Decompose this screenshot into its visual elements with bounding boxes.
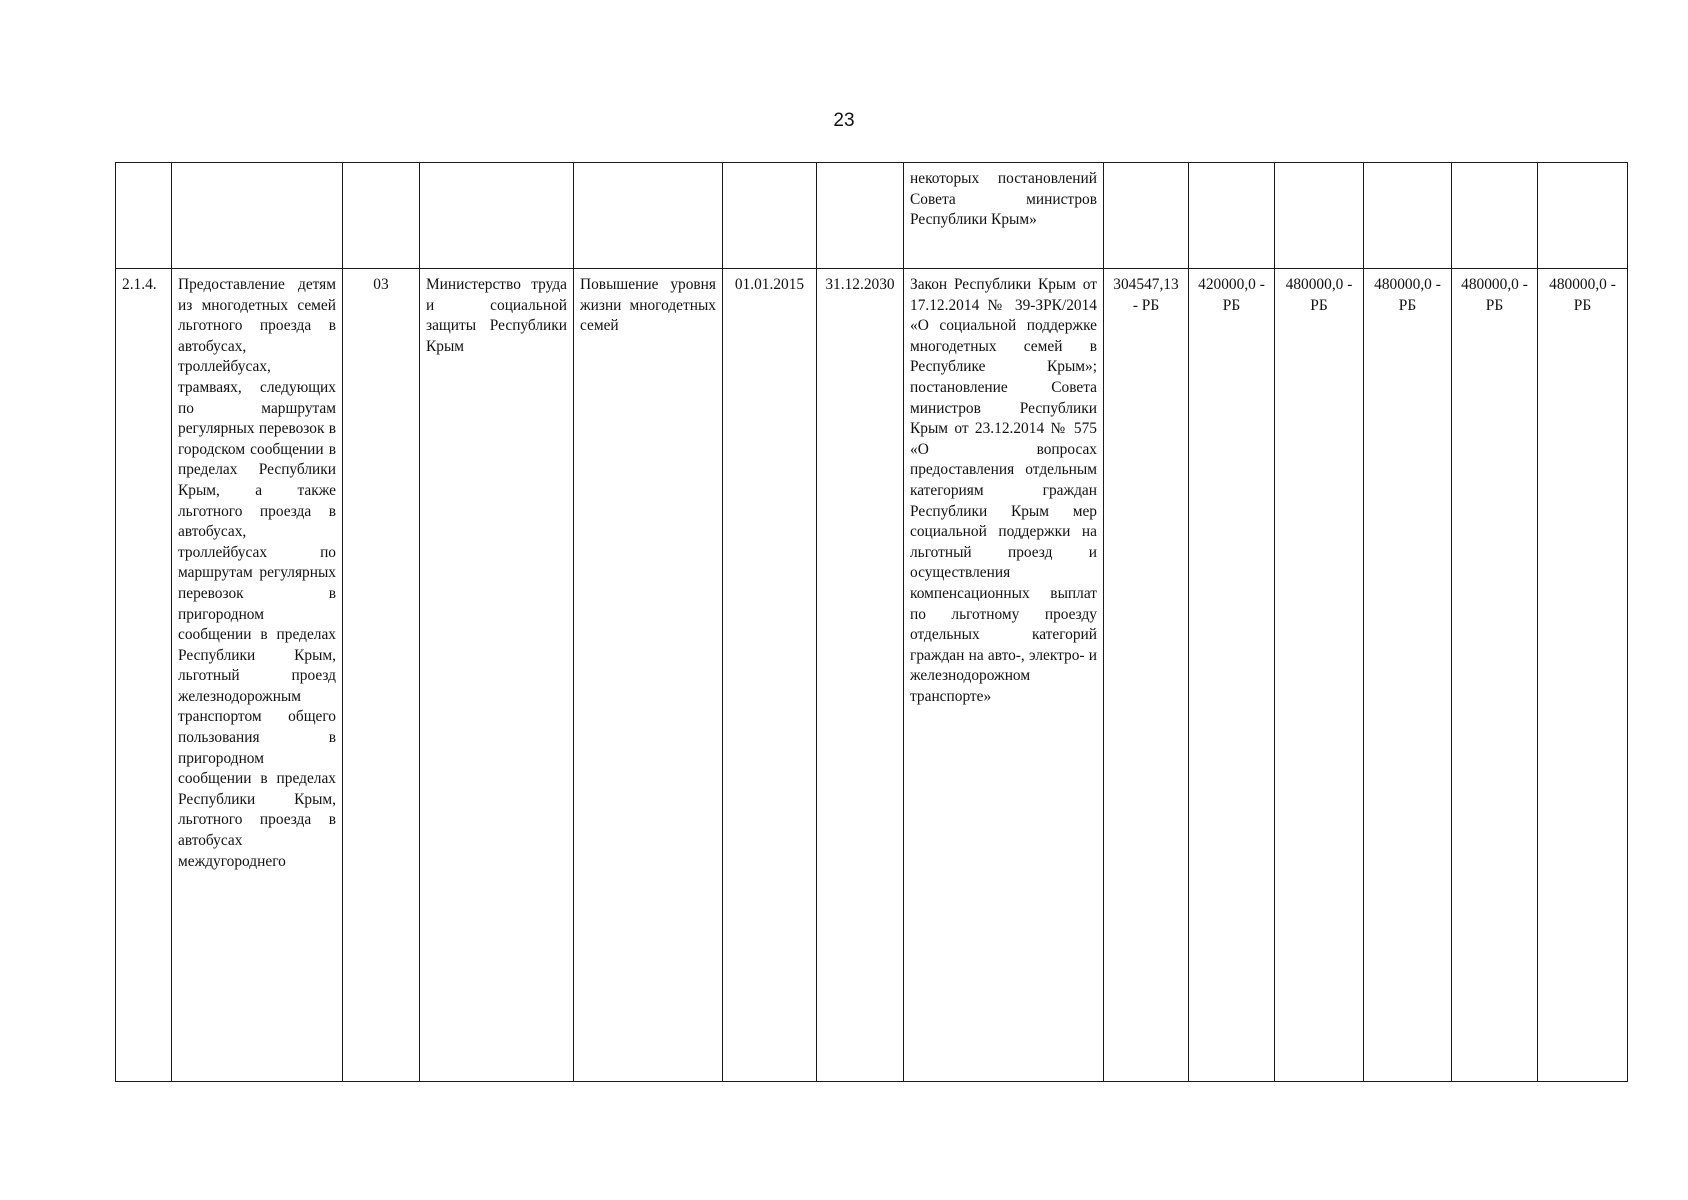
cell-funding-3: 480000,0 - РБ xyxy=(1275,269,1364,1082)
cell-law-text-continued: некоторых постановлений Совета министров Республики Крым» xyxy=(904,163,1104,269)
cell-executor xyxy=(420,163,574,269)
table-row-2-1-4 xyxy=(116,269,1628,1082)
program-measures-table xyxy=(115,162,1628,1082)
cell-end-date: 31.12.2030 xyxy=(817,269,904,1082)
cell-funding-4: 480000,0 - РБ xyxy=(1364,269,1452,1082)
cell-number: 2.1.4. xyxy=(116,269,172,1082)
cell-measure: Предоставление детям из многодетных семей льготного проезда в автобусах, троллейбусах, трамваях, следующих по маршрутам регулярных перевозок в городском сообщении в пределах Республики Крым, а также льготного проезда в автобусах, троллейбусах по маршрутам регулярных перевозок в пригородном сообщении в пределах Республики Крым, льготный проезд железнодорожным транспортом общего пользования в пригородном сообщении в пределах Республики Крым, льготного проезда в автобусах междугороднего xyxy=(172,269,343,1082)
cell-executor: Министерство труда и социальной защиты Республики Крым xyxy=(420,269,574,1082)
cell-funding-5 xyxy=(1452,163,1538,269)
cell-code xyxy=(343,163,420,269)
cell-funding-5: 480000,0 - РБ xyxy=(1452,269,1538,1082)
cell-funding-3 xyxy=(1275,163,1364,269)
cell-funding-2 xyxy=(1189,163,1275,269)
cell-law-text: Закон Республики Крым от 17.12.2014 № 39-ЗРК/2014 «О социальной поддержке многодетных семей в Республике Крым»; постановление Совета министров Республики Крым от 23.12.2014 № 575 «О вопросах предоставления отдельным категориям граждан Республики Крым мер социальной поддержки на льготный проезд и осуществления компенсационных выплат по льготному проезду отдельных категорий граждан на авто-, электро- и железнодорожном транспорте» xyxy=(904,269,1104,1082)
cell-goal xyxy=(574,163,723,269)
cell-funding-6: 480000,0 - РБ xyxy=(1538,269,1628,1082)
cell-goal: Повышение уровня жизни многодетных семей xyxy=(574,269,723,1082)
cell-measure xyxy=(172,163,343,269)
cell-number xyxy=(116,163,172,269)
cell-funding-4 xyxy=(1364,163,1452,269)
page-number: 23 xyxy=(833,110,855,131)
cell-funding-1: 304547,13 - РБ xyxy=(1104,269,1189,1082)
cell-funding-2: 420000,0 - РБ xyxy=(1189,269,1275,1082)
cell-funding-6 xyxy=(1538,163,1628,269)
table-row-continuation xyxy=(116,163,1628,269)
cell-start-date xyxy=(723,163,817,269)
cell-funding-1 xyxy=(1104,163,1189,269)
cell-code: 03 xyxy=(343,269,420,1082)
cell-start-date: 01.01.2015 xyxy=(723,269,817,1082)
cell-end-date xyxy=(817,163,904,269)
